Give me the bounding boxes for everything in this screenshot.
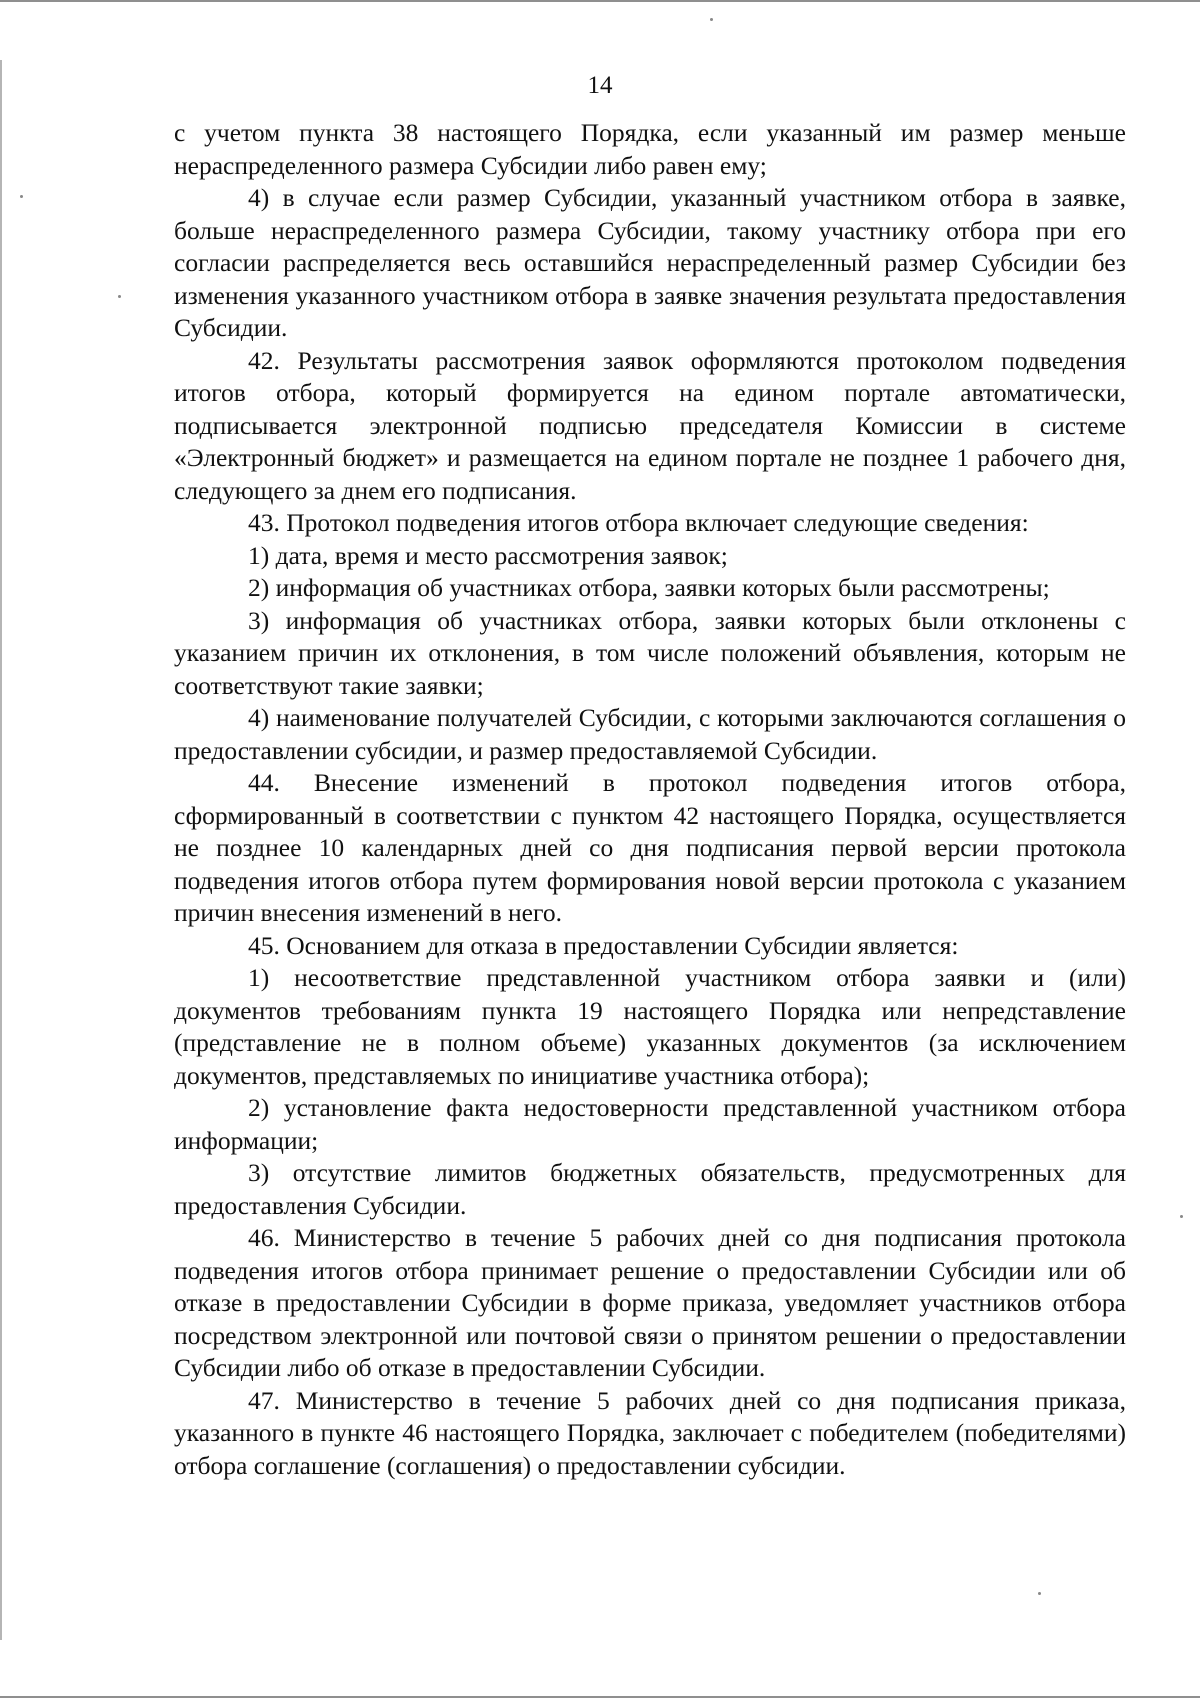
scan-speck — [1038, 1592, 1041, 1595]
paragraph: 2) установление факта недостоверности представленной участником отбора информации; — [174, 1093, 1126, 1155]
paragraph: 3) информация об участниках отбора, заявки которых были отклонены с указанием причин их отклонения, в том числе положений объявления, которым не соответствуют такие заявки; — [174, 605, 1126, 700]
paragraph: 2) информация об участниках отбора, заявки которых были рассмотрены; — [248, 573, 1050, 602]
paragraph: 1) дата, время и место рассмотрения заявок; — [248, 540, 728, 570]
document-body — [174, 117, 1126, 1482]
paragraph: 4) наименование получателей Субсидии, с которыми заключаются соглашения о предоставлении субсидии, и размер предоставляемой Субсидии. — [174, 703, 1126, 765]
scan-speck — [20, 195, 23, 198]
paragraph: 44. Внесение изменений в протокол подведения итогов отбора, сформированный в соответствии с пунктом 42 настоящего Порядка, осуществляется не позднее 10 календарных дней со дня подписания первой версии протокола подведения итогов отбора путем формирования новой версии протокола с указанием причин внесения изменений в него. — [174, 768, 1126, 927]
paragraph: 46. Министерство в течение 5 рабочих дней со дня подписания протокола подведения итогов отбора принимает решение о предоставлении Субсидии или об отказе в предоставлении Субсидии в форме приказа, уведомляет участников отбора посредством электронной или почтовой связи о принятом решении о предоставлении Субсидии либо об отказе в предоставлении Субсидии. — [174, 1223, 1126, 1382]
scan-edge-left — [0, 60, 2, 1640]
page-number: 14 — [587, 72, 613, 99]
paragraph: 42. Результаты рассмотрения заявок оформляются протоколом подведения итогов отбора, который формируется на едином портале автоматически, подписывается электронной подписью председателя Комиссии в системе «Электронный бюджет» и размещается на едином портале не позднее 1 рабочего дня, следующего за днем его подписания. — [174, 345, 1126, 505]
paragraph: 45. Основанием для отказа в предоставлении Субсидии является: — [248, 930, 959, 960]
scan-speck — [118, 295, 121, 298]
paragraph: с учетом пункта 38 настоящего Порядка, если указанный им размер меньше нераспределенного размера Субсидии либо равен ему; — [174, 118, 1126, 180]
scan-speck — [710, 18, 713, 21]
paragraph: 1) несоответствие представленной участником отбора заявки и (или) документов требованиям пункта 19 настоящего Порядка или непредставление (представление не в полном объеме) указанных документов (за исключением документов, представляемых по инициативе участника отбора); — [174, 963, 1126, 1090]
scan-speck — [1180, 1215, 1183, 1218]
paragraph: 43. Протокол подведения итогов отбора включает следующие сведения: — [248, 508, 1029, 537]
scan-edge-top — [0, 0, 1200, 2]
paragraph: 47. Министерство в течение 5 рабочих дней со дня подписания приказа, указанного в пункте 46 настоящего Порядка, заключает с победителем (победителями) отбора соглашение (соглашения) о предоставлении субсидии. — [174, 1385, 1126, 1480]
paragraph: 3) отсутствие лимитов бюджетных обязательств, предусмотренных для предоставления Субсидии. — [174, 1158, 1126, 1220]
paragraph: 4) в случае если размер Субсидии, указанный участником отбора в заявке, больше нераспределенного размера Субсидии, такому участнику отбора при его согласии распределяется весь оставшийся нераспределенный размер Субсидии без изменения указанного участником отбора в заявке значения результата предоставления Субсидии. — [174, 183, 1126, 342]
